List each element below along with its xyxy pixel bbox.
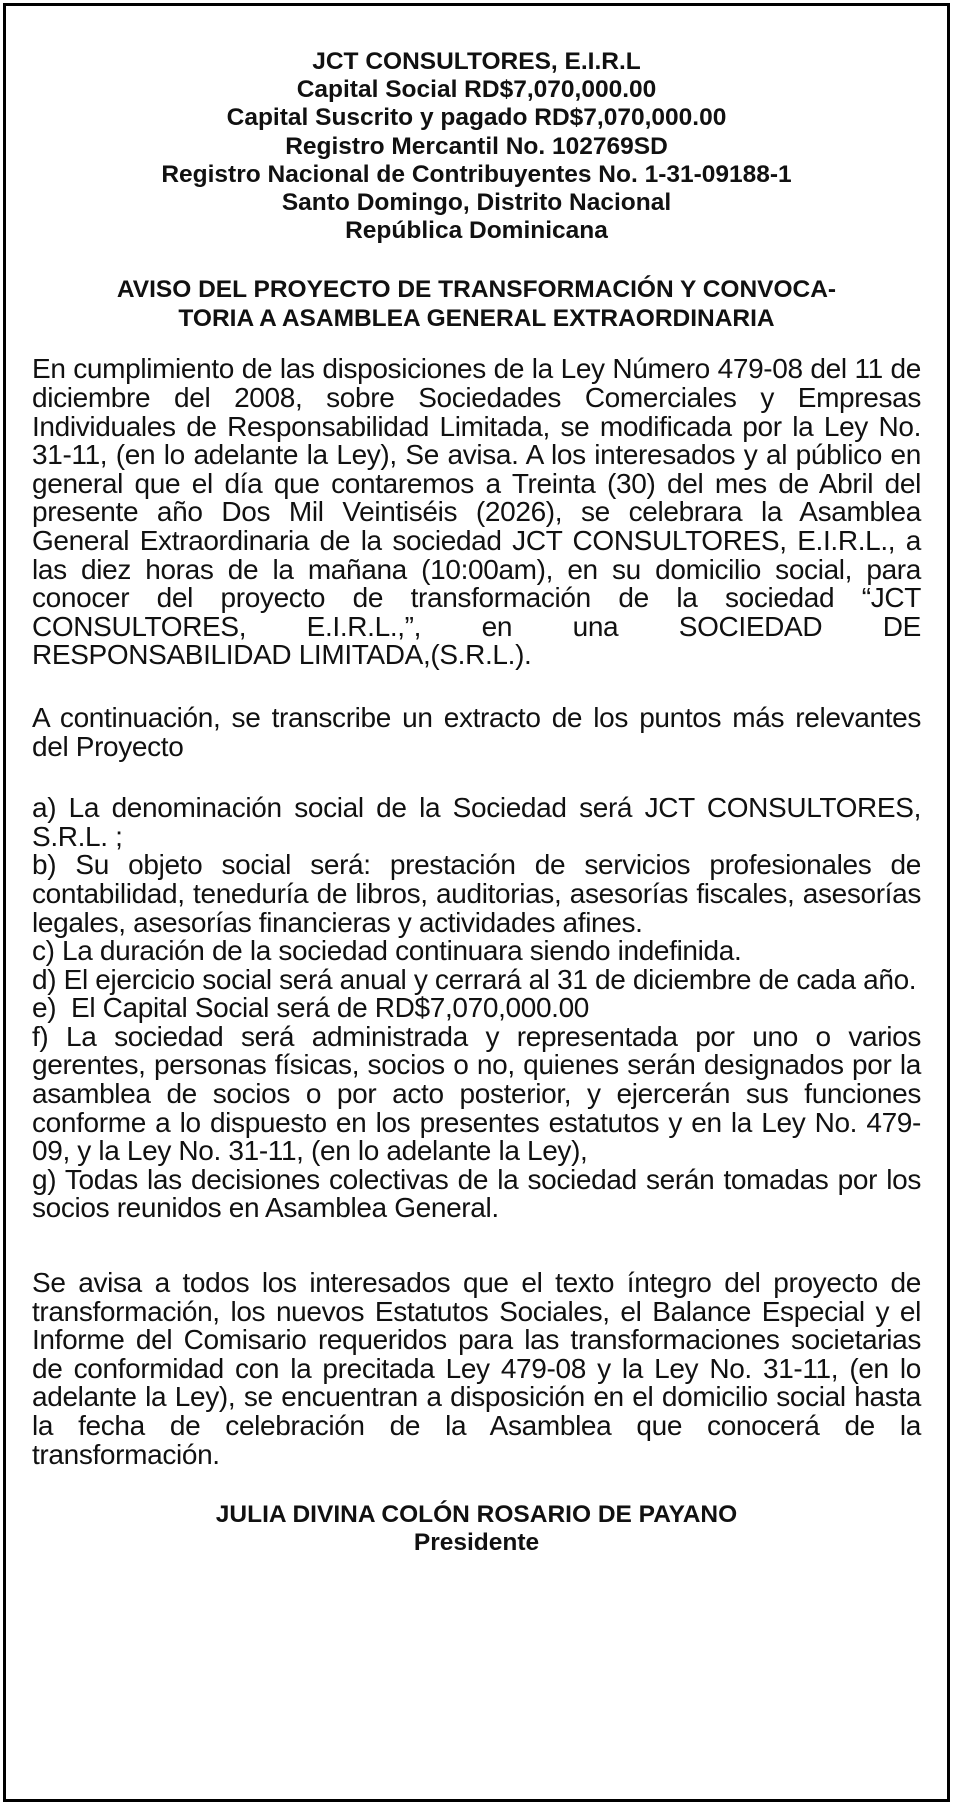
signatory-name: JULIA DIVINA COLÓN ROSARIO DE PAYANO bbox=[215, 1501, 738, 1529]
list-item: a) La denominación social de la Sociedad será JCT CONSULTORES, S.R.L. ; bbox=[32, 792, 921, 852]
notice-title bbox=[32, 275, 921, 333]
list-item: b) Su objeto social será: prestación de servicios profesionales de contabilidad, teneduría de libros, auditorias, asesorías fiscales, asesorías legales, asesorías financieras y actividades afines. bbox=[32, 849, 921, 938]
rnc-number: Registro Nacional de Contribuyentes No. 1-31-09188-1 bbox=[161, 160, 792, 188]
signature-block bbox=[32, 1501, 921, 1557]
closing-paragraph: Se avisa a todos los interesados que el texto íntegro del proyecto de transformación, los nuevos Estatutos Sociales, el Balance Especial y el Informe del Comisario requeridos para las transformaciones societarias de conformidad con la precitada Ley 479-08 y la Ley No. 31-11, (en lo adelante la Ley), se encuentran a disposición en el domicilio social hasta la fecha de celebración de la Asamblea que conocerá de la transformación. bbox=[32, 1267, 921, 1470]
capital-suscrito: Capital Suscrito y pagado RD$7,070,000.00 bbox=[226, 104, 727, 132]
list-item: g) Todas las decisiones colectivas de la sociedad serán tomadas por los socios reunidos en Asamblea General. bbox=[32, 1163, 921, 1224]
title-line-1: AVISO DEL PROYECTO DE TRANSFORMACIÓN Y CONVOCA- bbox=[116, 276, 837, 304]
extract-intro-paragraph: A continuación, se transcribe un extracto de los puntos más relevantes del Proyecto bbox=[32, 701, 921, 762]
title-line-2: TORIA A ASAMBLEA GENERAL EXTRAORDINARIA bbox=[178, 305, 775, 333]
list-item: d) El ejercicio social será anual y cerrará al 31 de diciembre de cada año. bbox=[32, 963, 917, 995]
capital-social: Capital Social RD$7,070,000.00 bbox=[296, 76, 657, 104]
intro-paragraph: En cumplimiento de las disposiciones de la Ley Número 479-08 del 11 de diciembre del 2008, sobre Sociedades Comerciales y Empresas Individuales de Responsabilidad Limitada, se modificada por la Ley No. 31-11, (en lo adelante la Ley), Se avisa. A los interesados y al público en general que el día que contaremos a Treinta (30) del mes de Abril del presente año Dos Mil Veintiséis (2026), se celebrara la Asamblea General Extraordinaria de la sociedad JCT CONSULTORES, E.I.R.L., a las diez horas de la mañana (10:00am), en su domicilio social, para conocer del proyecto de transformación de la sociedad “JCT CONSULTORES, E.I.R.L.,”, en una SOCIEDAD DE RESPONSABILIDAD LIMITADA,(S.R.L.). bbox=[32, 353, 921, 671]
list-item: e) El Capital Social será de RD$7,070,000.00 bbox=[32, 992, 590, 1024]
legal-notice bbox=[3, 3, 950, 1802]
registro-mercantil: Registro Mercantil No. 102769SD bbox=[285, 132, 668, 160]
company-name: JCT CONSULTORES, E.I.R.L bbox=[312, 48, 641, 75]
country: República Dominicana bbox=[345, 217, 608, 245]
project-points-list bbox=[32, 794, 921, 1223]
city: Santo Domingo, Distrito Nacional bbox=[281, 189, 672, 217]
list-item: f) La sociedad será administrada y representada por uno o varios gerentes, personas físicas, socios o no, quienes serán designados por la asamblea de socios o por acto posterior, y ejercerán sus funciones conforme a lo dispuesto en los presentes estatutos y en la Ley No. 479-09, y la Ley No. 31-11, (en lo adelante la Ley), bbox=[32, 1020, 921, 1167]
company-header bbox=[32, 48, 921, 245]
list-item: c) La duración de la sociedad continuara siendo indefinida. bbox=[32, 935, 742, 967]
signatory-role: Presidente bbox=[413, 1529, 540, 1557]
notice-content bbox=[32, 48, 921, 1557]
